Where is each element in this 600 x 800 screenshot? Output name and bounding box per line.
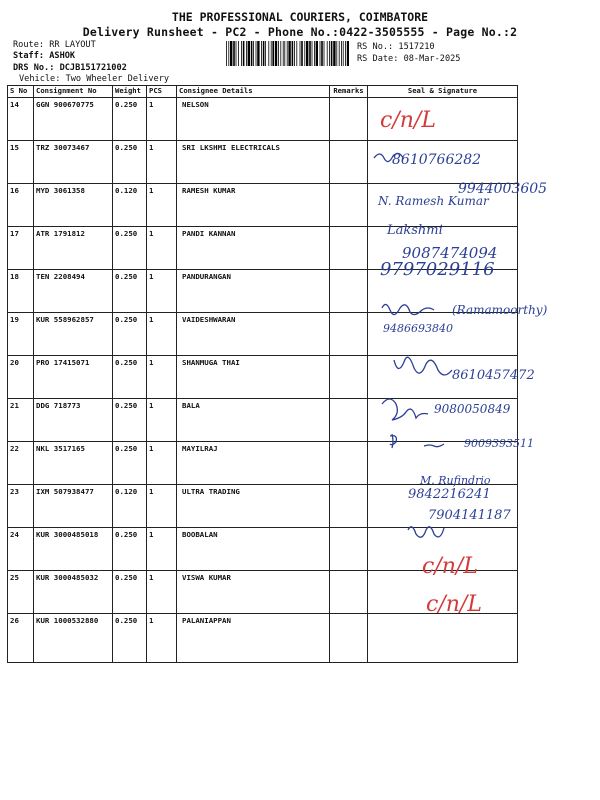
barcode-bar [256,41,257,66]
cell-pcs: 1 [147,227,177,270]
col-header-sno: S No [8,86,34,98]
cell-consignment-no: PRO 17415071 [34,356,113,399]
cell-consignee: SRI LKSHMI ELECTRICALS [177,141,330,184]
cell-weight: 0.120 [113,485,147,528]
cell-pcs: 1 [147,442,177,485]
cell-signature [368,227,518,270]
cell-consignment-no: ATR 1791812 [34,227,113,270]
cell-weight: 0.120 [113,184,147,227]
barcode-bar [341,41,342,66]
cell-signature [368,313,518,356]
cell-consignee: RAMESH KUMAR [177,184,330,227]
cell-signature [368,270,518,313]
cell-sno: 20 [8,356,34,399]
cell-weight: 0.250 [113,571,147,614]
cell-sno: 19 [8,313,34,356]
cell-sno: 23 [8,485,34,528]
barcode-bar [312,41,313,66]
barcode-bar [265,41,266,66]
signature-24: 7904141187 [428,508,511,523]
cell-weight: 0.250 [113,356,147,399]
cell-consignment-no: KUR 558962857 [34,313,113,356]
cell-sno: 17 [8,227,34,270]
table-row [8,485,518,528]
cell-weight: 0.250 [113,528,147,571]
table-row [8,442,518,485]
cell-remarks [330,227,368,270]
barcode-bar [228,41,229,66]
cell-consignee: VISWA KUMAR [177,571,330,614]
barcode-bar [263,41,265,66]
drs-number: DRS No.: DCJB151721002 [13,63,127,73]
barcode-bar [253,41,254,66]
barcode-bar [272,41,274,66]
signature-15: 8610766282 [392,152,482,168]
barcode-bar [327,41,328,66]
cell-consignment-no: KUR 1000532880 [34,614,113,663]
cell-remarks [330,270,368,313]
barcode-bar [288,41,290,66]
signature-17-name: Lakshmi [387,223,443,238]
barcode-bar [238,41,239,66]
cell-consignee: MAYILRAJ [177,442,330,485]
signature-22: 9009393511 [464,437,534,450]
cell-signature [368,356,518,399]
signature-21: 9080050849 [434,402,511,416]
barcode-bar [347,41,349,66]
cell-signature [368,485,518,528]
table-row [8,227,518,270]
barcode-bar [241,41,242,66]
cell-weight: 0.250 [113,98,147,141]
col-header-signature: Seal & Signature [368,86,518,98]
barcode-bar [324,41,325,66]
barcode-bar [306,41,308,66]
barcode-bar [278,41,279,66]
table-row [8,313,518,356]
runsheet-table [7,85,518,663]
cell-consignment-no: TEN 2208494 [34,270,113,313]
cell-weight: 0.250 [113,614,147,663]
barcode-bar [294,41,295,66]
cell-sno: 15 [8,141,34,184]
col-header-weight: Weight [113,86,147,98]
document-title: THE PROFESSIONAL COURIERS, COIMBATORE [171,10,429,24]
barcode-bar [321,41,323,66]
cell-remarks [330,614,368,663]
cell-remarks [330,399,368,442]
barcode-bar [329,41,330,66]
cell-signature [368,528,518,571]
barcode-bar [343,41,344,66]
cell-weight: 0.250 [113,227,147,270]
cell-signature [368,614,518,663]
barcode-bar [320,41,321,66]
signature-19-phone: 9486693840 [383,322,453,335]
barcode-bar [226,41,227,66]
barcode-bar [284,41,285,66]
barcode-bar [275,41,277,66]
cell-consignment-no: TRZ 30073467 [34,141,113,184]
signature-16-phone: 9944003605 [458,181,548,197]
cell-remarks [330,356,368,399]
cell-consignee: NELSON [177,98,330,141]
barcode-bar [345,41,346,66]
barcode-bar [309,41,311,66]
cell-pcs: 1 [147,184,177,227]
barcode-bar [316,41,318,66]
cell-signature [368,184,518,227]
cell-weight: 0.250 [113,141,147,184]
table-header-row [8,86,518,98]
cell-remarks [330,442,368,485]
barcode-bar [296,41,297,66]
barcode-bar [236,41,237,66]
cell-consignment-no: MYD 3061358 [34,184,113,227]
signature-16-name: N. Ramesh Kumar [378,194,489,208]
col-header-pcs: PCS [147,86,177,98]
cell-consignee: PANDURANGAN [177,270,330,313]
cell-remarks [330,98,368,141]
barcode-bar [314,41,315,66]
barcode-bar [301,41,303,66]
cell-consignment-no: KUR 3000485032 [34,571,113,614]
cell-weight: 0.250 [113,399,147,442]
table-row [8,614,518,663]
cell-signature [368,141,518,184]
cell-pcs: 1 [147,98,177,141]
barcode-bar [248,41,250,66]
cell-consignee: PANDI KANNAN [177,227,330,270]
cell-sno: 26 [8,614,34,663]
cell-consignment-no: NKL 3517165 [34,442,113,485]
barcode-bar [339,41,340,66]
cell-pcs: 1 [147,356,177,399]
cell-pcs: 1 [147,614,177,663]
table-row [8,270,518,313]
cell-sno: 21 [8,399,34,442]
signature-20: 8610457472 [452,368,535,383]
cell-consignment-no: KUR 3000485018 [34,528,113,571]
signature-17-phone: 9087474094 [402,244,498,262]
cell-remarks [330,571,368,614]
cell-weight: 0.250 [113,313,147,356]
barcode-bar [333,41,335,66]
barcode-bar [271,41,272,66]
table-row [8,528,518,571]
barcode-bar [257,41,259,66]
cell-consignee: BALA [177,399,330,442]
cell-pcs: 1 [147,571,177,614]
cell-sno: 16 [8,184,34,227]
cell-sno: 14 [8,98,34,141]
barcode-bar [230,41,232,66]
cell-pcs: 1 [147,141,177,184]
barcode-bar [243,41,245,66]
table-row [8,184,518,227]
cell-remarks [330,485,368,528]
signature-14: c/n/L [380,108,436,133]
cell-consignee: ULTRA TRADING [177,485,330,528]
cell-pcs: 1 [147,399,177,442]
barcode-bar [283,41,284,66]
col-header-consignment: Consignment No [34,86,113,98]
cell-sno: 18 [8,270,34,313]
col-header-consignee: Consignee Details [177,86,330,98]
cell-remarks [330,313,368,356]
route-label: Route: RR LAYOUT [13,40,96,50]
signature-26: c/n/L [426,592,482,617]
cell-consignment-no: IXM 507938477 [34,485,113,528]
cell-consignment-no: GGN 900670775 [34,98,113,141]
signature-23-name: M. Rufindrio [420,474,491,487]
barcode-bar [251,41,253,66]
barcode [226,41,349,66]
signature-23-phone: 9842216241 [408,487,491,502]
signature-19-name: (Ramamoorthy) [452,303,548,317]
cell-sno: 24 [8,528,34,571]
cell-pcs: 1 [147,270,177,313]
cell-signature [368,442,518,485]
barcode-bar [268,41,269,66]
signature-18: 9797029116 [380,259,495,280]
cell-consignment-no: DDG 718773 [34,399,113,442]
barcode-bar [300,41,301,66]
cell-consignee: SHANMUGA THAI [177,356,330,399]
table-row [8,399,518,442]
signature-25: c/n/L [422,554,478,579]
rs-date: RS Date: 08-Mar-2025 [357,54,461,64]
cell-sno: 25 [8,571,34,614]
cell-pcs: 1 [147,313,177,356]
cell-weight: 0.250 [113,442,147,485]
barcode-bar [336,41,337,66]
barcode-bar [304,41,305,66]
barcode-bar [246,41,247,66]
cell-consignee: BOOBALAN [177,528,330,571]
barcode-bar [287,41,288,66]
cell-signature [368,98,518,141]
cell-consignee: VAIDESHWARAN [177,313,330,356]
cell-remarks [330,184,368,227]
cell-pcs: 1 [147,528,177,571]
cell-sno: 22 [8,442,34,485]
barcode-bar [292,41,294,66]
document-subtitle: Delivery Runsheet - PC2 - Phone No.:0422-3505555 - Page No.:2 [82,25,518,39]
col-header-remarks: Remarks [330,86,368,98]
cell-remarks [330,141,368,184]
barcode-bar [261,41,262,66]
barcode-bar [280,41,281,66]
cell-consignee: PALANIAPPAN [177,614,330,663]
barcode-bar [233,41,235,66]
cell-pcs: 1 [147,485,177,528]
cell-weight: 0.250 [113,270,147,313]
table-row [8,141,518,184]
table-row [8,98,518,141]
cell-signature [368,399,518,442]
cell-signature [368,571,518,614]
vehicle-label: Vehicle: Two Wheeler Delivery [19,74,170,84]
staff-label: Staff: ASHOK [13,51,76,61]
cell-remarks [330,528,368,571]
barcode-bar [331,41,333,66]
table-row [8,571,518,614]
table-row [8,356,518,399]
rs-number: RS No.: 1517210 [357,42,435,52]
